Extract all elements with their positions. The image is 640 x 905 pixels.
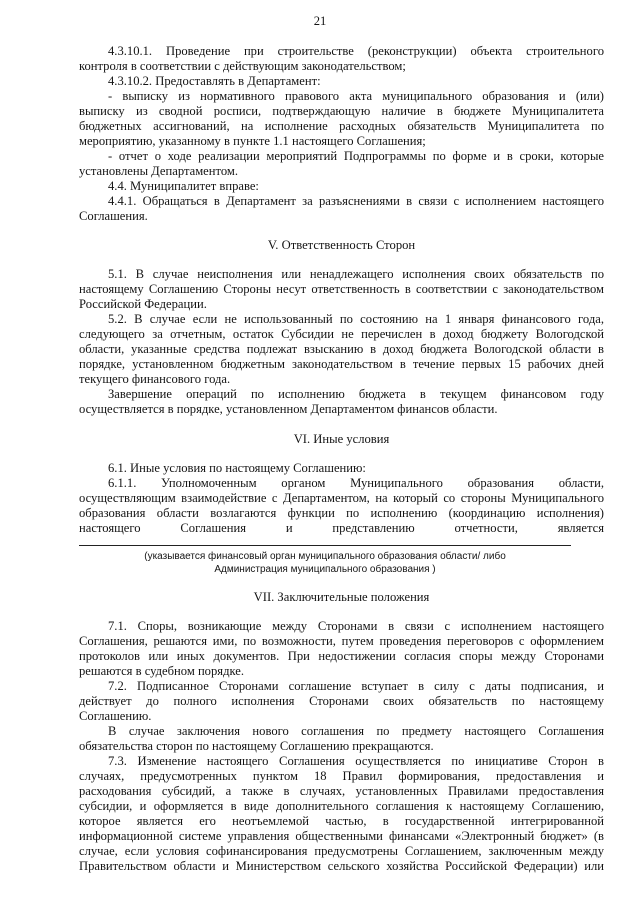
extract-line: - выписку из нормативного правового акта муниципального образования и (или): [108, 89, 604, 103]
clause-4-3-10-1-line: 4.3.10.1. Проведение при строительстве (реконструкции) объекта строительного: [108, 44, 604, 58]
clause-7-3-line: субсидии, и оформляется в виде дополнительного соглашения к настоящему Соглашению,: [79, 799, 604, 813]
clause-6-1-1-line: образования области возлагаются функции по исполнению (координацию исполнения): [79, 506, 604, 520]
fill-in-line: [79, 545, 571, 546]
clause-7-3-line: которое является его неотъемлемой частью, в государственной интегрированной: [79, 814, 604, 828]
clause-5-2-line: текущего финансового года.: [79, 372, 231, 386]
clause-4-4: 4.4. Муниципалитет вправе:: [108, 179, 259, 193]
clause-4-3-10-2: 4.3.10.2. Предоставлять в Департамент:: [108, 74, 321, 88]
clause-4-4-1-line: 4.4.1. Обращаться в Департамент за разъяснениями в связи с исполнением настоящего: [108, 194, 604, 208]
clause-6-1-1-line: настоящего Соглашения и представлению отчетности, является: [79, 521, 604, 535]
clause-7-3-line: 7.3. Изменение настоящего Соглашения осуществляется по инициативе Сторон в: [108, 754, 604, 768]
clause-7-3-line: случае, если условия софинансирования предусмотрены Соглашением, заключенным между: [79, 844, 604, 858]
clause-7-3-line: Правительством области и Министерством сельского хозяйства Российской Федерации) или: [79, 859, 604, 873]
clause-5-1-line: 5.1. В случае неисполнения или ненадлежащего исполнения своих обязательств по: [108, 267, 604, 281]
extract-line: выписку из сводной росписи, подтверждающую наличие в бюджете Муниципалитета: [79, 104, 604, 118]
clause-7-3-line: случаях, предусмотренных пунктом 18 Правил формирования, предоставления и: [79, 769, 604, 783]
report-line: установлены Департаментом.: [79, 164, 239, 178]
section-6-heading: VI. Иные условия: [293, 432, 390, 446]
clause-6-1-1-line: осуществляющим взаимодействие с Департаментом, на который со стороны Муниципального: [79, 491, 604, 505]
clause-6-1-1-line: 6.1.1. Уполномоченным органом Муниципального образования области,: [108, 476, 604, 490]
clause-6-1: 6.1. Иные условия по настоящему Соглашению:: [108, 461, 366, 475]
clause-5-2-line: 5.2. В случае если не использованный по состоянию на 1 января финансового года,: [108, 312, 604, 326]
clause-7-1-line: 7.1. Споры, возникающие между Сторонами в связи с исполнением настоящего: [108, 619, 604, 633]
clause-7-1-line: протоколов или иных документов. При недостижении согласия споры между Сторонами: [79, 649, 604, 663]
budget-ops-line: Завершение операций по исполнению бюджета в текущем финансовом году: [108, 387, 604, 401]
clause-4-4-1-line: Соглашения.: [79, 209, 148, 223]
report-line: - отчет о ходе реализации мероприятий Подпрограммы по форме и в сроки, которые: [108, 149, 604, 163]
clause-5-2-line: порядке, установленном бюджетным законодательством в течение первых 15 рабочих дней: [79, 357, 604, 371]
new-agreement-line: обязательства сторон по настоящему Соглашению прекращаются.: [79, 739, 434, 753]
section-5-heading: V. Ответственность Сторон: [267, 238, 416, 252]
clause-7-2-line: Соглашению.: [79, 709, 152, 723]
extract-line: мероприятию, указанному в пункте 1.1 настоящего Соглашения;: [79, 134, 426, 148]
clause-7-2-line: действует до полного исполнения Сторонами своих обязательств по настоящему: [79, 694, 604, 708]
clause-7-1-line: Соглашения, решаются ими, по возможности, путем проведения переговоров с оформлением: [79, 634, 604, 648]
budget-ops-line: осуществляется в порядке, установленном Департаментом финансов области.: [79, 402, 498, 416]
clause-5-2-line: области, указанные средства подлежат взысканию в доход бюджета Вологодской области в: [79, 342, 604, 356]
fill-in-caption: (указывается финансовый орган муниципального образования области/ либо: [144, 551, 506, 562]
extract-line: бюджетных ассигнований, на исполнение расходных обязательств Муниципалитета по: [79, 119, 604, 133]
clause-5-1-line: Российской Федерации.: [79, 297, 207, 311]
fill-in-caption: Администрация муниципального образования ): [214, 564, 436, 575]
clause-5-1-line: настоящему Соглашению Стороны несут ответственность в соответствии с законодательством: [79, 282, 604, 296]
clause-7-2-line: 7.2. Подписанное Сторонами соглашение вступает в силу с даты подписания, и: [108, 679, 604, 693]
clause-7-3-line: расходования субсидий, а также в случаях, установленных Правилами предоставления: [79, 784, 604, 798]
clause-5-2-line: следующего за отчетным, остаток Субсидии не перечислен в доход бюджету Вологодской: [79, 327, 604, 341]
new-agreement-line: В случае заключения нового соглашения по предмету настоящего Соглашения: [108, 724, 604, 738]
page-number: 21: [313, 14, 327, 28]
clause-7-1-line: решаются в судебном порядке.: [79, 664, 245, 678]
clause-4-3-10-1-line: контроля в соответствии с действующим законодательством;: [79, 59, 406, 73]
clause-7-3-line: информационной системе управления общественными финансами «Электронный бюджет» (в: [79, 829, 604, 843]
section-7-heading: VII. Заключительные положения: [253, 590, 430, 604]
